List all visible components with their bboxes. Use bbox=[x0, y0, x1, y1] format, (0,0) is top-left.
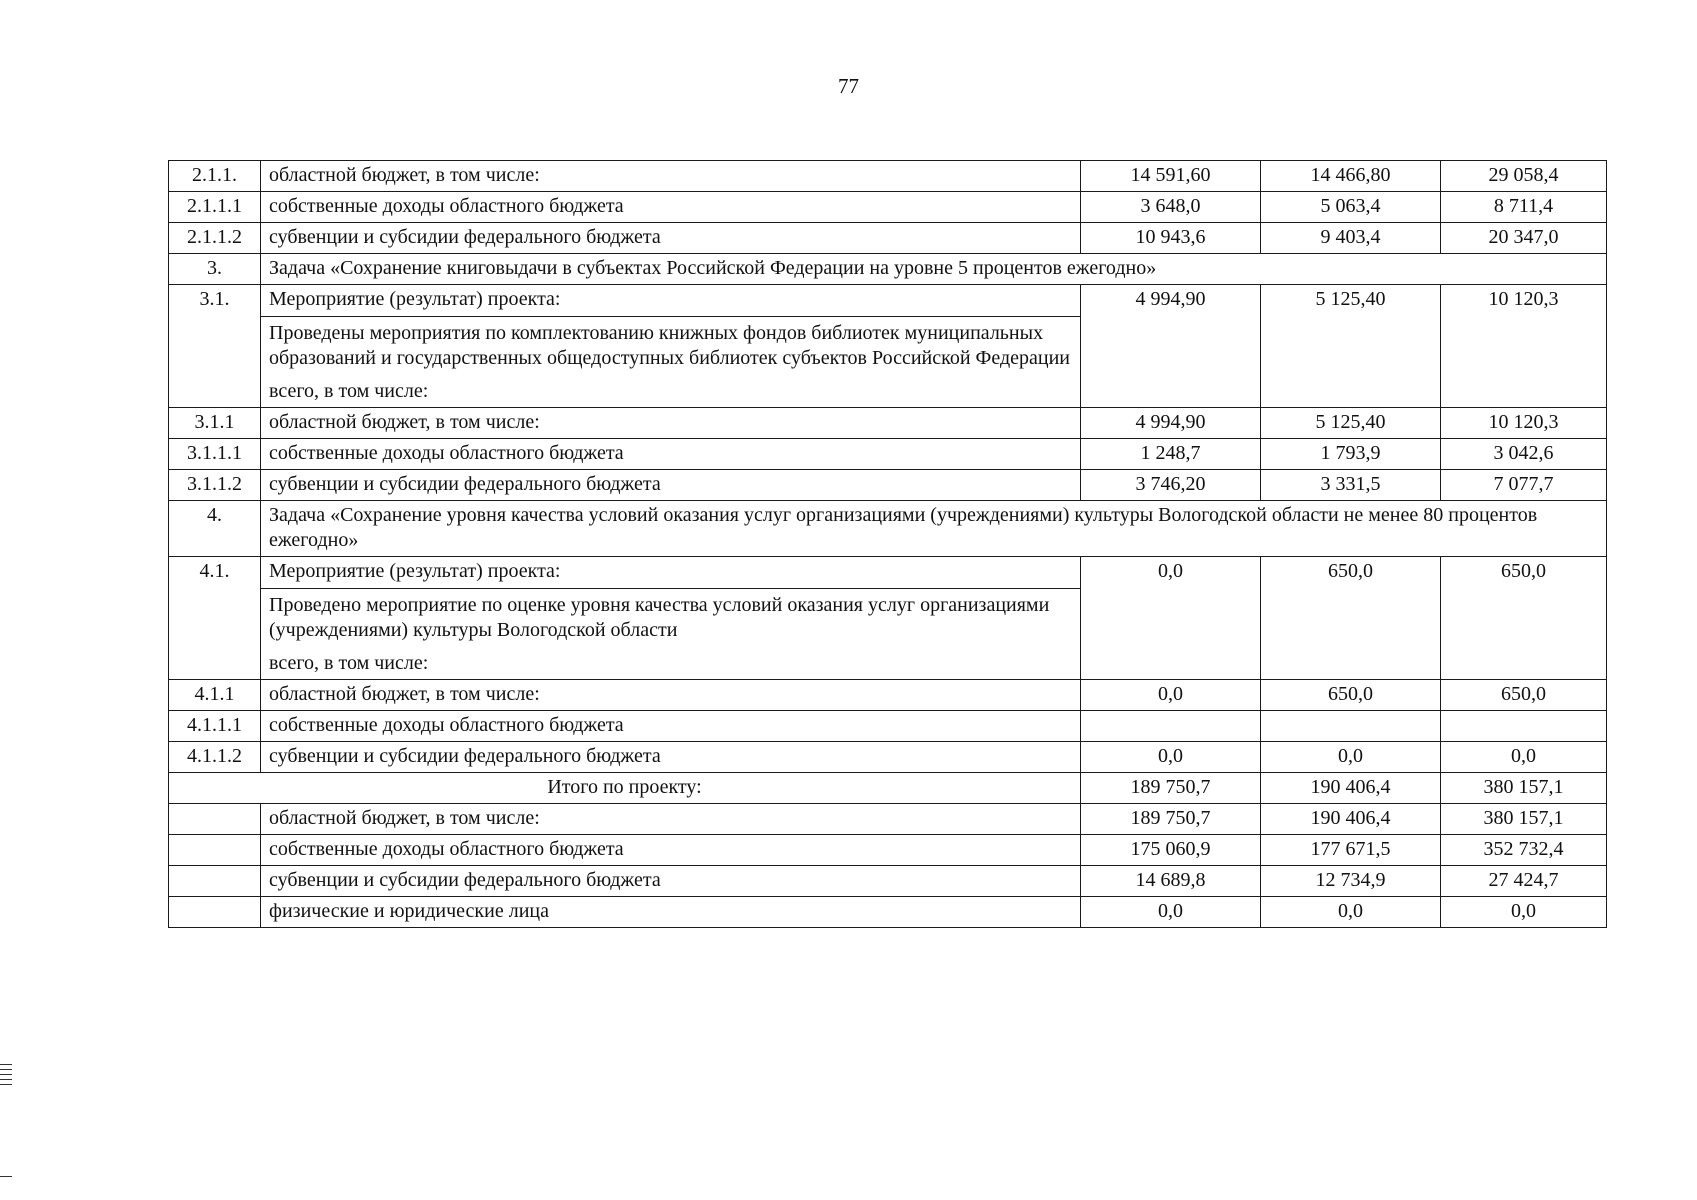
value-year1: 10 943,6 bbox=[1081, 223, 1261, 254]
value-year1: 14 591,60 bbox=[1081, 161, 1261, 192]
row-label: субвенции и субсидии федерального бюджета bbox=[261, 223, 1081, 254]
value-year1: 3 648,0 bbox=[1081, 192, 1261, 223]
row-label: областной бюджет, в том числе: bbox=[261, 804, 1081, 835]
value-year2: 1 793,9 bbox=[1261, 439, 1441, 470]
value-year2: 14 466,80 bbox=[1261, 161, 1441, 192]
row-number bbox=[169, 804, 261, 835]
row-label: собственные доходы областного бюджета bbox=[261, 835, 1081, 866]
value-total: 380 157,1 bbox=[1441, 773, 1607, 804]
value-year1: 14 689,8 bbox=[1081, 866, 1261, 897]
value-total: 0,0 bbox=[1441, 742, 1607, 773]
event-heading: Мероприятие (результат) проекта: bbox=[269, 288, 561, 310]
value-year1: 0,0 bbox=[1081, 742, 1261, 773]
margin-mark bbox=[0, 1069, 12, 1070]
value-total: 380 157,1 bbox=[1441, 804, 1607, 835]
value-year1: 4 994,90 bbox=[1081, 408, 1261, 439]
row-label: областной бюджет, в том числе: bbox=[261, 680, 1081, 711]
table-row bbox=[169, 742, 1607, 773]
task-label: Задача «Сохранение уровня качества условий оказания услуг организациями (учреждениями) культуры Вологодской области не менее 80 процентов ежегодно» bbox=[261, 501, 1607, 557]
value-year2: 3 331,5 bbox=[1261, 470, 1441, 501]
value-total: 10 120,3 bbox=[1441, 408, 1607, 439]
margin-mark bbox=[0, 1084, 12, 1085]
event-total-label: всего, в том числе: bbox=[269, 652, 429, 674]
value-year1: 189 750,7 bbox=[1081, 804, 1261, 835]
event-description bbox=[261, 557, 1081, 680]
table-row bbox=[169, 470, 1607, 501]
row-label: собственные доходы областного бюджета bbox=[261, 192, 1081, 223]
table-row bbox=[169, 897, 1607, 928]
row-number bbox=[169, 866, 261, 897]
task-label: Задача «Сохранение книговыдачи в субъектах Российской Федерации на уровне 5 процентов ежегодно» bbox=[261, 254, 1607, 285]
page-number: 77 bbox=[838, 74, 859, 98]
margin-dash bbox=[0, 1176, 12, 1177]
value-year1: 175 060,9 bbox=[1081, 835, 1261, 866]
row-number: 4.1.1.1 bbox=[169, 711, 261, 742]
value-year1 bbox=[1081, 711, 1261, 742]
value-year2: 9 403,4 bbox=[1261, 223, 1441, 254]
row-number: 3.1.1 bbox=[169, 408, 261, 439]
value-year1: 189 750,7 bbox=[1081, 773, 1261, 804]
task-row bbox=[169, 254, 1607, 285]
row-number bbox=[169, 897, 261, 928]
row-number: 3. bbox=[169, 254, 261, 285]
value-total: 8 711,4 bbox=[1441, 192, 1607, 223]
total-label: Итого по проекту: bbox=[169, 773, 1081, 804]
table-row bbox=[169, 408, 1607, 439]
row-label: областной бюджет, в том числе: bbox=[261, 408, 1081, 439]
value-year2: 650,0 bbox=[1261, 680, 1441, 711]
row-number: 3.1.1.1 bbox=[169, 439, 261, 470]
table-row bbox=[169, 866, 1607, 897]
value-year2: 5 125,40 bbox=[1261, 285, 1441, 408]
value-total: 29 058,4 bbox=[1441, 161, 1607, 192]
event-text: Проведены мероприятия по комплектованию книжных фондов библиотек муниципальных образований и государственных общедоступных библиотек субъектов Российской Федерации bbox=[261, 316, 1080, 371]
margin-mark bbox=[0, 1074, 12, 1075]
table-row bbox=[169, 835, 1607, 866]
value-year2: 5 125,40 bbox=[1261, 408, 1441, 439]
margin-mark bbox=[0, 1064, 12, 1065]
event-row bbox=[169, 557, 1607, 680]
row-number: 3.1. bbox=[169, 285, 261, 408]
row-number: 2.1.1.2 bbox=[169, 223, 261, 254]
row-number: 4.1. bbox=[169, 557, 261, 680]
value-year2 bbox=[1261, 711, 1441, 742]
row-number: 2.1.1. bbox=[169, 161, 261, 192]
table-row bbox=[169, 804, 1607, 835]
value-year2: 190 406,4 bbox=[1261, 773, 1441, 804]
row-label: областной бюджет, в том числе: bbox=[261, 161, 1081, 192]
margin-mark bbox=[0, 1079, 12, 1080]
value-total bbox=[1441, 711, 1607, 742]
row-label: собственные доходы областного бюджета bbox=[261, 711, 1081, 742]
row-label: субвенции и субсидии федерального бюджета bbox=[261, 742, 1081, 773]
table-row bbox=[169, 223, 1607, 254]
event-description bbox=[261, 285, 1081, 408]
value-year2: 5 063,4 bbox=[1261, 192, 1441, 223]
event-total-label: всего, в том числе: bbox=[269, 380, 429, 402]
value-total: 650,0 bbox=[1441, 557, 1607, 680]
value-year1: 0,0 bbox=[1081, 680, 1261, 711]
value-total: 20 347,0 bbox=[1441, 223, 1607, 254]
value-total: 0,0 bbox=[1441, 897, 1607, 928]
value-year2: 190 406,4 bbox=[1261, 804, 1441, 835]
value-year2: 0,0 bbox=[1261, 742, 1441, 773]
value-total: 650,0 bbox=[1441, 680, 1607, 711]
value-year1: 0,0 bbox=[1081, 557, 1261, 680]
margin-marks bbox=[0, 1064, 12, 1089]
value-year2: 0,0 bbox=[1261, 897, 1441, 928]
event-heading: Мероприятие (результат) проекта: bbox=[269, 560, 561, 582]
table-row bbox=[169, 711, 1607, 742]
value-year1: 0,0 bbox=[1081, 897, 1261, 928]
value-total: 10 120,3 bbox=[1441, 285, 1607, 408]
row-number: 2.1.1.1 bbox=[169, 192, 261, 223]
row-label: субвенции и субсидии федерального бюджета bbox=[261, 470, 1081, 501]
row-number: 4.1.1 bbox=[169, 680, 261, 711]
table-row bbox=[169, 439, 1607, 470]
event-text: Проведено мероприятие по оценке уровня качества условий оказания услуг организациями (учреждениями) культуры Вологодской области bbox=[261, 588, 1080, 643]
value-total: 7 077,7 bbox=[1441, 470, 1607, 501]
event-row bbox=[169, 285, 1607, 408]
value-year1: 3 746,20 bbox=[1081, 470, 1261, 501]
table-row bbox=[169, 680, 1607, 711]
budget-table bbox=[168, 160, 1607, 928]
row-number: 4. bbox=[169, 501, 261, 557]
value-year2: 12 734,9 bbox=[1261, 866, 1441, 897]
value-year1: 1 248,7 bbox=[1081, 439, 1261, 470]
row-number: 3.1.1.2 bbox=[169, 470, 261, 501]
table-row bbox=[169, 161, 1607, 192]
value-year2: 177 671,5 bbox=[1261, 835, 1441, 866]
total-row bbox=[169, 773, 1607, 804]
task-row bbox=[169, 501, 1607, 557]
row-number bbox=[169, 835, 261, 866]
row-number: 4.1.1.2 bbox=[169, 742, 261, 773]
value-total: 27 424,7 bbox=[1441, 866, 1607, 897]
value-year2: 650,0 bbox=[1261, 557, 1441, 680]
value-total: 352 732,4 bbox=[1441, 835, 1607, 866]
value-total: 3 042,6 bbox=[1441, 439, 1607, 470]
table-row bbox=[169, 192, 1607, 223]
row-label: субвенции и субсидии федерального бюджета bbox=[261, 866, 1081, 897]
value-year1: 4 994,90 bbox=[1081, 285, 1261, 408]
row-label: собственные доходы областного бюджета bbox=[261, 439, 1081, 470]
row-label: физические и юридические лица bbox=[261, 897, 1081, 928]
